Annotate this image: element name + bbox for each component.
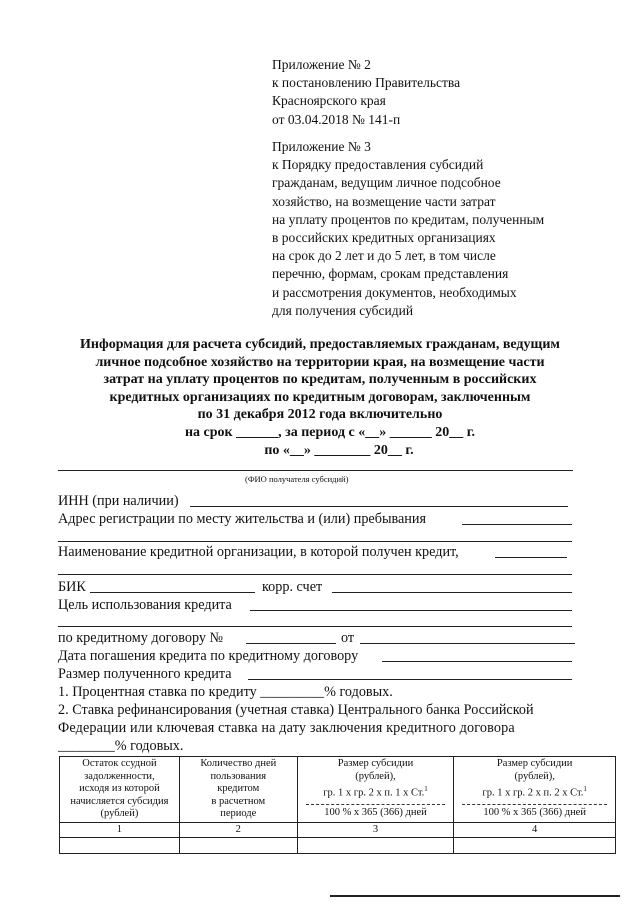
bik-field[interactable] xyxy=(90,592,255,593)
address-field-line2[interactable] xyxy=(58,541,572,542)
fraction-divider xyxy=(306,804,446,805)
bank-label: Наименование кредитной организации, в которой получен кредит, xyxy=(58,544,459,560)
formula: гр. 1 х гр. 2 х п. 2 х Ст.$^1$ xyxy=(482,785,587,799)
appendix-3-line: в российских кредитных организациях xyxy=(272,230,496,246)
table-cell[interactable] xyxy=(454,838,616,854)
interest-rate-line: 1. Процентная ставка по кредиту _________% годовых. xyxy=(58,684,393,700)
appendix-3-line: хозяйство, на возмещение части затрат xyxy=(272,193,496,209)
title-period-line: на срок ______, за период с «__» ______ 20__ г. xyxy=(184,424,476,440)
table-cell[interactable] xyxy=(60,838,180,854)
corr-account-label: корр. счет xyxy=(262,579,323,595)
fraction-divider xyxy=(462,804,607,805)
appendix-2-title: Приложение № 2 xyxy=(272,57,371,72)
table-row[interactable] xyxy=(60,838,616,854)
column-number: 4 xyxy=(454,822,616,838)
bik-label: БИК xyxy=(58,579,86,595)
address-label: Адрес регистрации по месту жительства и (или) пребывания xyxy=(58,511,427,527)
table-cell[interactable] xyxy=(297,838,454,854)
header-cell-days: Количество дней пользования кредитом в расчетном периоде xyxy=(179,757,297,823)
appendix-3-line: гражданам, ведущим личное подсобное xyxy=(272,175,501,191)
appendix-3-line: перечню, формам, срокам представления xyxy=(272,266,509,282)
inn-field[interactable] xyxy=(190,506,568,507)
appendix-2-block xyxy=(272,56,460,129)
appendix-3-line: на уплату процентов по кредитам, полученным xyxy=(272,211,545,227)
appendix-2-date: от 03.04.2018 № 141-п xyxy=(272,111,401,127)
credit-amount-field[interactable] xyxy=(248,679,572,680)
appendix-3-line: для получения субсидий xyxy=(272,302,414,318)
appendix-3-line: и рассмотрения документов, необходимых xyxy=(272,284,517,300)
purpose-field-line2[interactable] xyxy=(58,626,572,627)
header-cell-balance: Остаток ссудной задолженности, исходя из которой начисляется субсидия (рублей) xyxy=(60,757,180,823)
table-header-row xyxy=(60,757,616,823)
title-line: Информация для расчета субсидий, предоставляемых гражданам, ведущим xyxy=(80,337,560,352)
title-line: кредитных организациях по кредитным договорам, заключенным xyxy=(109,389,531,405)
bank-field-line2[interactable] xyxy=(58,574,572,575)
table-number-row xyxy=(60,822,616,838)
fio-caption: (ФИО получателя субсидий) xyxy=(245,474,349,484)
purpose-field[interactable] xyxy=(250,610,572,611)
contract-number-label: по кредитному договору № xyxy=(58,630,224,646)
formula: гр. 1 х гр. 2 х п. 1 х Ст.$^1$ xyxy=(323,785,428,799)
contract-date-label: от xyxy=(341,630,355,646)
contract-number-field[interactable] xyxy=(246,643,336,644)
bank-field[interactable] xyxy=(495,557,567,558)
appendix-3-line: к Порядку предоставления субсидий xyxy=(272,157,484,173)
appendix-3-block xyxy=(272,138,544,320)
appendix-3-title: Приложение № 3 xyxy=(272,139,371,154)
column-number: 2 xyxy=(179,822,297,838)
table-cell[interactable] xyxy=(179,838,297,854)
refinancing-rate-line1: 2. Ставка рефинансирования (учетная ставка) Центрального банка Российской xyxy=(58,702,534,718)
title-line: затрат на уплату процентов по кредитам, полученным в российских xyxy=(103,372,537,388)
contract-date-field[interactable] xyxy=(360,643,575,644)
column-number: 1 xyxy=(60,822,180,838)
document-title xyxy=(40,336,600,459)
refinancing-rate-line3: ________% годовых. xyxy=(58,738,184,754)
header-cell-subsidy-p2: Размер субсидии (рублей), гр. 1 х гр. 2 х п. 2 х Ст.$^1$ 100 % х 365 (366) дней xyxy=(454,757,616,823)
title-period-end-line: по «__» ________ 20__ г. xyxy=(264,442,414,458)
repay-date-label: Дата погашения кредита по кредитному договору xyxy=(58,648,359,664)
header-cell-subsidy-p1: Размер субсидии (рублей), гр. 1 х гр. 2 х п. 1 х Ст.$^1$ 100 % х 365 (366) дней xyxy=(297,757,454,823)
subsidy-table xyxy=(59,756,616,854)
corr-account-field[interactable] xyxy=(332,592,572,593)
address-field[interactable] xyxy=(462,524,572,525)
appendix-3-line: на срок до 2 лет и до 5 лет, в том числе xyxy=(272,248,496,264)
scan-edge-line xyxy=(330,895,620,897)
title-line: по 31 декабря 2012 года включительно xyxy=(197,407,443,423)
appendix-2-line: к постановлению Правительства xyxy=(272,75,461,91)
credit-amount-label: Размер полученного кредита xyxy=(58,666,232,682)
refinancing-rate-line2: Федерации или ключевая ставка на дату заключения кредитного договора xyxy=(58,720,515,736)
fio-line[interactable] xyxy=(58,470,573,471)
column-number: 3 xyxy=(297,822,454,838)
appendix-2-line: Красноярского края xyxy=(272,93,386,109)
inn-label: ИНН (при наличии) xyxy=(58,493,179,509)
purpose-label: Цель использования кредита xyxy=(58,597,232,613)
repay-date-field[interactable] xyxy=(382,661,572,662)
title-line: личное подсобное хозяйство на территории края, на возмещение части xyxy=(95,354,545,370)
